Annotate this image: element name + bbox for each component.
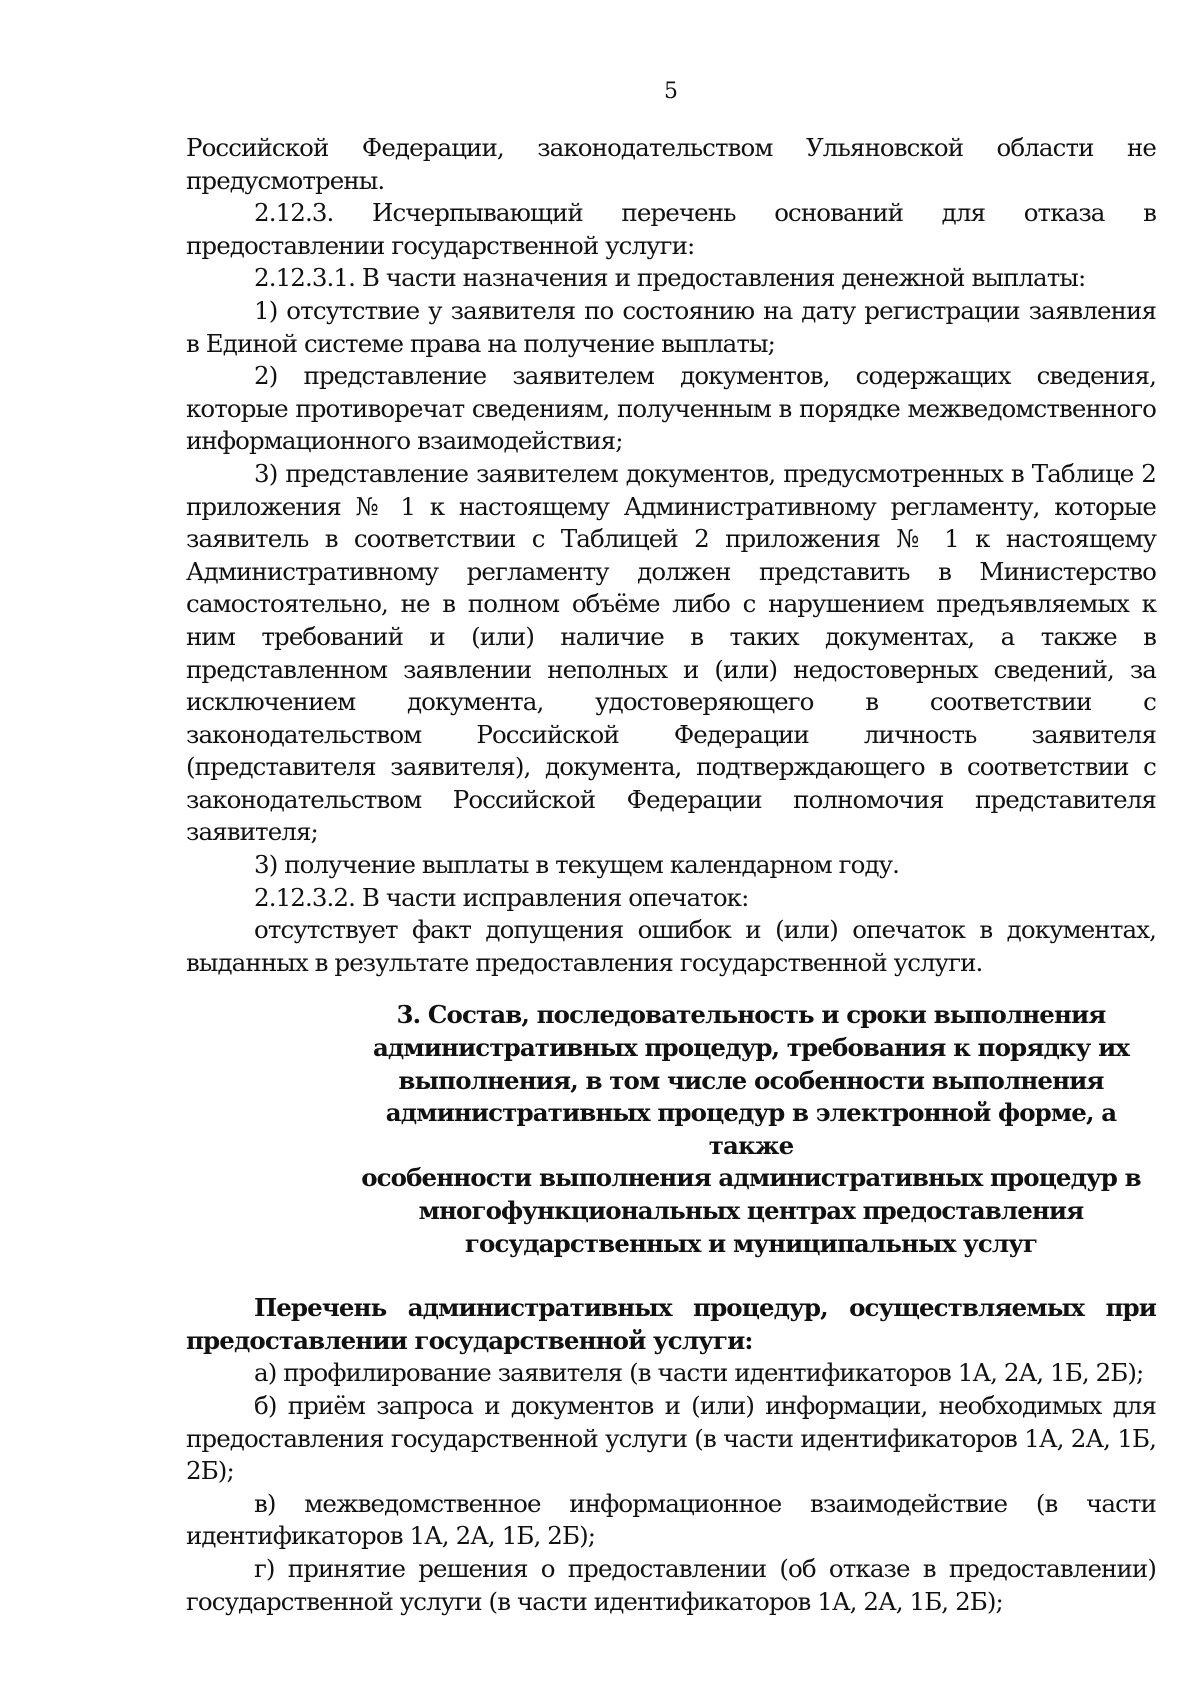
section-heading-line: особенности выполнения административных процедур в (361, 1163, 1141, 1193)
paragraph: 2.12.3. Исчерпывающий перечень оснований для отказа в предоставлении государственной услуги: (186, 198, 1156, 260)
section-heading-line: 3. Состав, последовательность и сроки выполнения (396, 1000, 1106, 1030)
section-heading-line: государственных и муниципальных услуг (464, 1228, 1038, 1258)
list-item: а) профилирование заявителя (в части идентификаторов 1А, 2А, 1Б, 2Б); (254, 1358, 1144, 1388)
page-number: 5 (664, 79, 678, 104)
paragraph: 3) получение выплаты в текущем календарном году. (254, 850, 900, 880)
section-heading-line: выполнения, в том числе особенности выполнения (398, 1065, 1104, 1095)
list-item: б) приём запроса и документов и (или) информации, необходимых для предоставления государственной услуги (в части идентификаторов 1А, 2А, 1Б, 2Б); (186, 1390, 1156, 1486)
list-item: г) принятие решения о предоставлении (об отказе в предоставлении) государственной услуги (в части идентификаторов 1А, 2А, 1Б, 2Б); (186, 1553, 1156, 1616)
paragraph: 2.12.3.1. В части назначения и предоставления денежной выплаты: (254, 263, 1086, 293)
section-heading-line: многофункциональных центрах предоставления (418, 1196, 1084, 1225)
paragraph: 1) отсутствие у заявителя по состоянию на дату регистрации заявления в Единой системе права на получение выплаты; (186, 295, 1156, 358)
paragraph: 3) представление заявителем документов, предусмотренных в Таблице 2 приложения № 1 к настоящему Административному регламенту, которые заявитель в соответствии с Таблицей 2 приложения № 1 к настоящему Административному регламенту должен представить в Министерство самостоятельно, не в полном объёме либо с нарушением предъявляемых к ним требований и (или) наличие в таких документах, а также в представленном заявлении неполных и (или) недостоверных сведений, за исключением документа, удостоверяющего в соответствии с законодательством Российской Федерации личность заявителя (представителя заявителя), документа, подтверждающего в соответствии с законодательством Российской Федерации полномочия представителя заявителя; (186, 458, 1156, 847)
document-page (186, 80, 1156, 1618)
section-heading-line: административных процедур в электронной форме, а также (385, 1098, 1117, 1160)
subheading: Перечень административных процедур, осуществляемых при предоставлении государственной услуги: (186, 1293, 1156, 1355)
section-heading-line: административных процедур, требования к порядку их (372, 1033, 1130, 1063)
paragraph: 2.12.3.2. В части исправления опечаток: (254, 882, 749, 912)
paragraph: 2) представление заявителем документов, содержащих сведения, которые противоречат сведениям, полученным в порядке межведомственного информационного взаимодействия; (186, 361, 1156, 456)
section-heading (346, 999, 1156, 1260)
paragraph: отсутствует факт допущения ошибок и (или) опечаток в документах, выданных в результате предоставления государственной услуги. (186, 915, 1156, 977)
list-item: в) межведомственное информационное взаимодействие (в части идентификаторов 1А, 2А, 1Б, 2Б); (186, 1488, 1156, 1551)
paragraph: Российской Федерации, законодательством Ульяновской области не предусмотрены. (186, 133, 1156, 195)
